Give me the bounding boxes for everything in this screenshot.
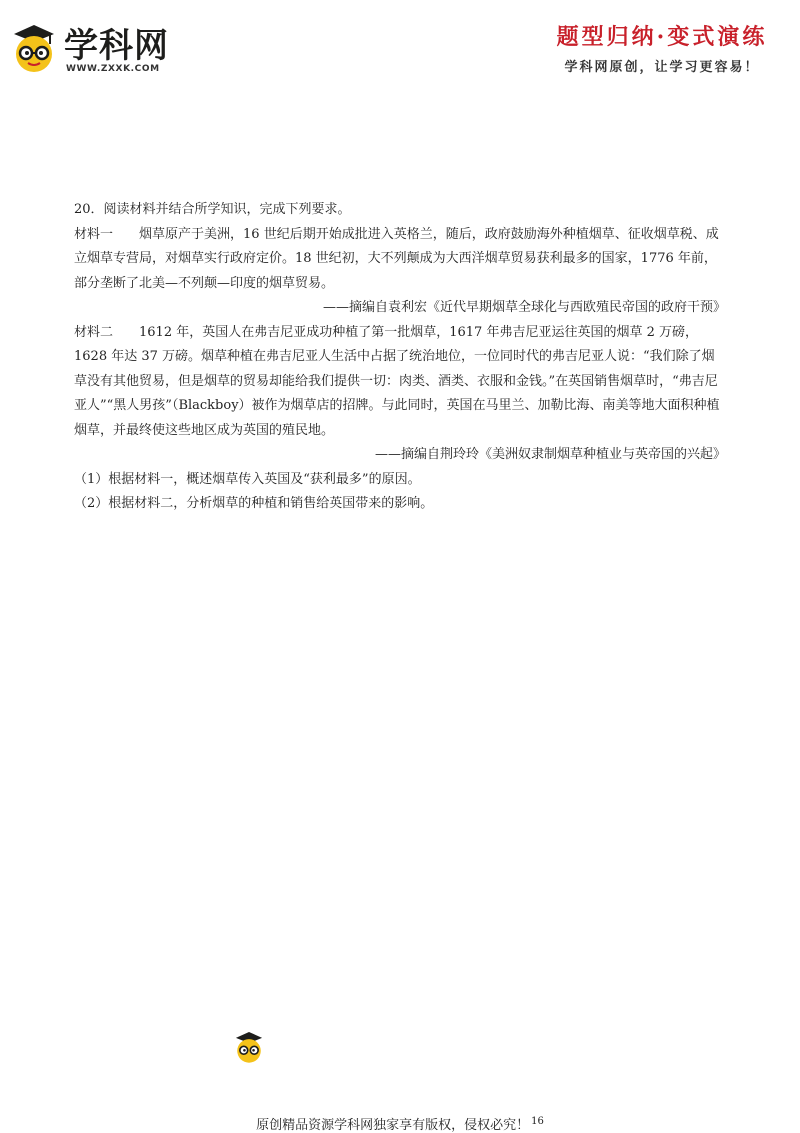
page-number: 16 bbox=[531, 1115, 544, 1127]
page-header bbox=[0, 0, 800, 90]
material-1-text: 烟草原产于美洲，16 世纪后期开始成批进入英格兰，随后，政府鼓励海外种植烟草、征收烟草税、成立烟草专营局，对烟草实行政府定价。18 世纪初，大不列颠成为大西洋烟草贸易获利最多的国家，1776 年前，部分垄断了北美—不列颠—印度的烟草贸易。 bbox=[74, 226, 719, 291]
material-2-label: 材料二 bbox=[74, 324, 114, 340]
material-1 bbox=[74, 223, 726, 297]
page-footer bbox=[0, 1114, 800, 1133]
mascot-icon bbox=[10, 22, 58, 74]
logo-url: WWW.ZXXK.COM bbox=[66, 64, 160, 74]
material-2-text: 1612 年，英国人在弗吉尼亚成功种植了第一批烟草，1617 年弗吉尼亚运往英国的烟草 2 万磅，1628 年达 37 万磅。烟草种植在弗吉尼亚人生活中占据了统治地位，一位同时代的弗吉尼亚人说：“我们除了烟草没有其他贸易，但是烟草的贸易却能给我们提供一切：肉类、酒类、衣服和金钱。”在英国销售烟草时，“弗吉尼亚人”“黑人男孩”（Blackboy）被作为烟草店的招牌。与此同时，英国在马里兰、加勒比海、南美等地大面积种植烟草，并最终使这些地区成为英国的殖民地。 bbox=[74, 324, 720, 438]
slogan-title: 题型归纳·变式演练 bbox=[556, 24, 768, 50]
footer-mascot-icon bbox=[232, 1030, 266, 1064]
sub-question-1: （1）根据材料一，概述烟草传入英国及“获利最多”的原因。 bbox=[74, 471, 421, 487]
material-2 bbox=[74, 321, 726, 444]
slogan-subtitle: 学科网原创，让学习更容易！ bbox=[564, 60, 760, 75]
question-intro: 20．阅读材料并结合所学知识，完成下列要求。 bbox=[74, 202, 351, 217]
copyright-notice: 原创精品资源学科网独家享有版权，侵权必究！ bbox=[256, 1118, 530, 1133]
header-slogan bbox=[542, 22, 782, 75]
material-2-source: ——摘编自荆玲玲《美洲奴隶制烟草种植业与英帝国的兴起》 bbox=[374, 447, 726, 462]
material-1-source: ——摘编自袁利宏《近代早期烟草全球化与西欧殖民帝国的政府干预》 bbox=[322, 300, 726, 315]
logo-text: 学科网 bbox=[64, 26, 169, 66]
sub-question-2: （2）根据材料二，分析烟草的种植和销售给英国带来的影响。 bbox=[74, 496, 434, 511]
question-content bbox=[74, 198, 726, 517]
zxxk-logo[interactable] bbox=[10, 20, 170, 80]
material-1-label: 材料一 bbox=[74, 226, 114, 242]
